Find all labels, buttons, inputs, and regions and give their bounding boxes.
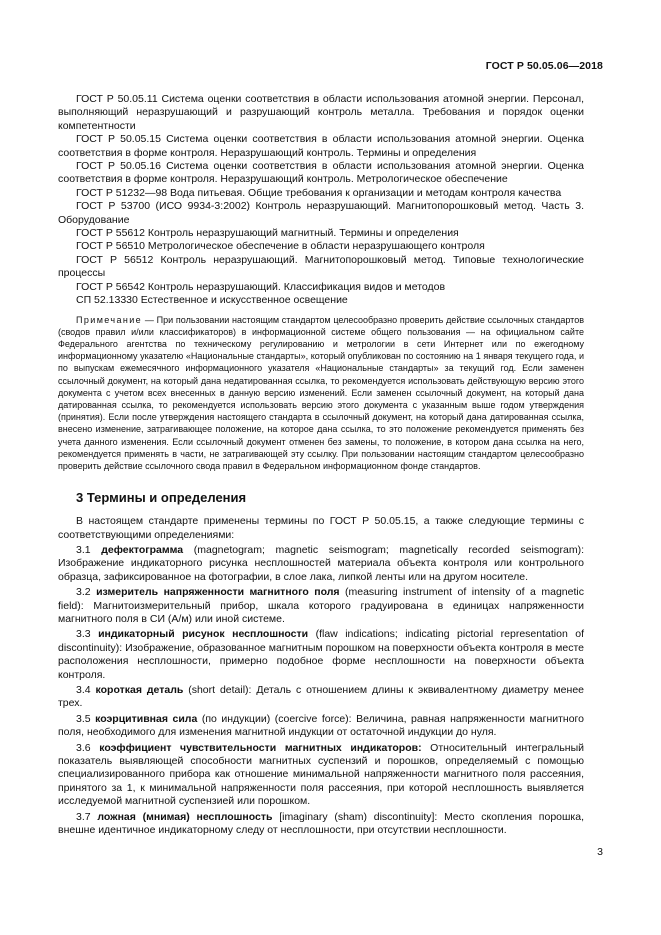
term-name: коэрцитивная сила <box>95 712 198 725</box>
term-name: индикаторный рисунок несплошности <box>98 628 309 641</box>
reference-list <box>58 93 584 308</box>
document-header: ГОСТ Р 50.05.06—2018 <box>485 60 603 72</box>
term-list <box>58 544 584 838</box>
term-number: 3.3 <box>76 628 99 641</box>
page-number: 3 <box>597 846 603 858</box>
term-name: короткая деталь <box>95 684 184 697</box>
note-text: — При пользовании настоящим стандартом целесообразно проверить действие ссылочных стандартов (сводов правил и/или классификаторов) в информационной системе общего пользования — на официальном сайте Федерального агентства по техническому регулированию и метрологии в сети Интернет или по ежегодному информационному указателю «Национальные стандарты», который опубликован по состоянию на 1 января текущего года, и по выпускам ежемесячного информационного указателя «Национальные стандарты» за текущий год. Если заменен ссылочный документ, на который дана недатированная ссылка, то рекомендуется использовать действующую версию этого документа с учетом всех внесенных в данную версию изменений. Если заменен ссылочный документ, на который дана датированная ссылка, то рекомендуется использовать версию этого документа с указанным выше годом утверждения (принятия). Если после утверждения настоящего стандарта в ссылочный документ, на который дана датированная ссылка, внесено изменение, затрагивающее положение, на которое дана ссылка, то это положение рекомендуется применять без учета данного изменения. Если ссылочный документ отменен без замены, то положение, в котором дана ссылка на него, рекомендуется применять в части, не затрагивающей эту ссылку. При пользовании настоящим стандартом целесообразно проверить действие ссылочного свода правил в Федеральном информационном фонде стандартов. <box>58 314 584 471</box>
reference-item: ГОСТ Р 56510 Метрологическое обеспечение в области неразрушающего контроля <box>76 240 485 253</box>
reference-item: ГОСТ Р 50.05.16 Система оценки соответствия в области использования атомной энергии. Оценка соответствия в форме контроля. Неразрушающий контроль. Метрологическое обеспечение <box>58 160 584 186</box>
term-name: измеритель напряженности магнитного поля <box>96 586 340 599</box>
term-number: 3.2 <box>76 586 97 599</box>
reference-item: ГОСТ Р 50.05.11 Система оценки соответствия в области использования атомной энергии. Персонал, выполняющий неразрушающий и разрушающий контроль металла. Требования и порядок оценки компетентности <box>58 93 584 132</box>
term-text: (по индукции) (coercive force): Величина, равная напряженности магнитного поля, необходимого для изменения магнитной индукции от остаточной индукции до нуля. <box>58 712 584 739</box>
reference-item: ГОСТ Р 56542 Контроль неразрушающий. Классификация видов и методов <box>76 280 446 293</box>
reference-item: ГОСТ Р 56512 Контроль неразрушающий. Магнитопорошковый метод. Типовые технологические процессы <box>58 253 584 280</box>
term-definition <box>58 544 584 584</box>
reference-item: ГОСТ Р 50.05.15 Система оценки соответствия в области использования атомной энергии. Оценка соответствия в форме контроля. Неразрушающий контроль. Термины и определения <box>58 133 584 159</box>
reference-item: ГОСТ Р 51232—98 Вода питьевая. Общие требования к организации и методам контроля качества <box>76 186 562 199</box>
term-number: 3.1 <box>76 543 102 556</box>
term-definition <box>58 628 584 682</box>
term-name: коэффициент чувствительности магнитных индикаторов: <box>99 741 422 754</box>
term-number: 3.6 <box>76 741 100 754</box>
term-definition <box>58 586 584 626</box>
reference-item: ГОСТ Р 55612 Контроль неразрушающий магнитный. Термины и определения <box>76 227 459 240</box>
reference-item: ГОСТ Р 53700 (ИСО 9934-3:2002) Контроль неразрушающий. Магнитопорошковый метод. Часть 3. Оборудование <box>58 200 584 226</box>
term-number: 3.4 <box>76 684 96 697</box>
term-definition <box>58 811 584 838</box>
reference-item: СП 52.13330 Естественное и искусственное освещение <box>76 294 348 307</box>
term-text: (measuring instrument of intensity of a magnetic field): Магнитоизмерительный прибор, шкала которого градуирована в единицах напряженности магнитного поля в СИ (А/м) или иной системе. <box>58 586 584 625</box>
term-definition <box>58 713 584 740</box>
note-paragraph <box>58 314 584 473</box>
page-content <box>58 93 584 837</box>
section-intro: В настоящем стандарте применены термины по ГОСТ Р 50.05.15, а также следующие термины с соответствующими определениями: <box>58 515 584 541</box>
term-text: (short detail): Деталь с отношением длины к эквивалентному диаметру менее трех. <box>58 684 584 710</box>
term-definition <box>58 684 584 711</box>
term-number: 3.5 <box>76 712 96 725</box>
term-name: дефектограмма <box>101 543 184 556</box>
term-number: 3.7 <box>76 810 98 823</box>
term-text: [imaginary (sham) discontinuity]: Место скопления порошка, внешне идентичное индикаторному следу от несплошности, при отсутствии несплошности. <box>58 810 585 837</box>
term-text: (flaw indications; indicating pictorial representation of discontinuity): Изображение, образованное магнитным порошком на поверхности объекта контроля в месте расположения несплошности, примерно подобное форме несплошности на поверхности объекта контроля. <box>58 628 584 681</box>
term-text: (magnetogram; magnetic seismogram; magnetically recorded seismogram): Изображение индикаторного рисунка несплошностей материала объекта контроля или контрольного образца, зафиксированное на фотографии, в слое лака, липкой ленты или на другом носителе. <box>58 543 584 583</box>
section-heading: 3 Термины и определения <box>76 490 247 506</box>
note-label: Примечание <box>76 314 143 325</box>
term-name: ложная (мнимая) несплошность <box>97 810 273 823</box>
term-text: Относительный интегральный показатель выявляющей способности магнитных суспензий и порошков, определяемый с помощью специализированного прибора как отношение минимальной напряженности магнитного поля рассеяния, принятого за 1, к минимальной напряженности поля рассеяния, при которой несплошность выявляется исследуемой магнитной суспензией или порошком. <box>58 741 585 808</box>
term-definition <box>58 742 584 809</box>
